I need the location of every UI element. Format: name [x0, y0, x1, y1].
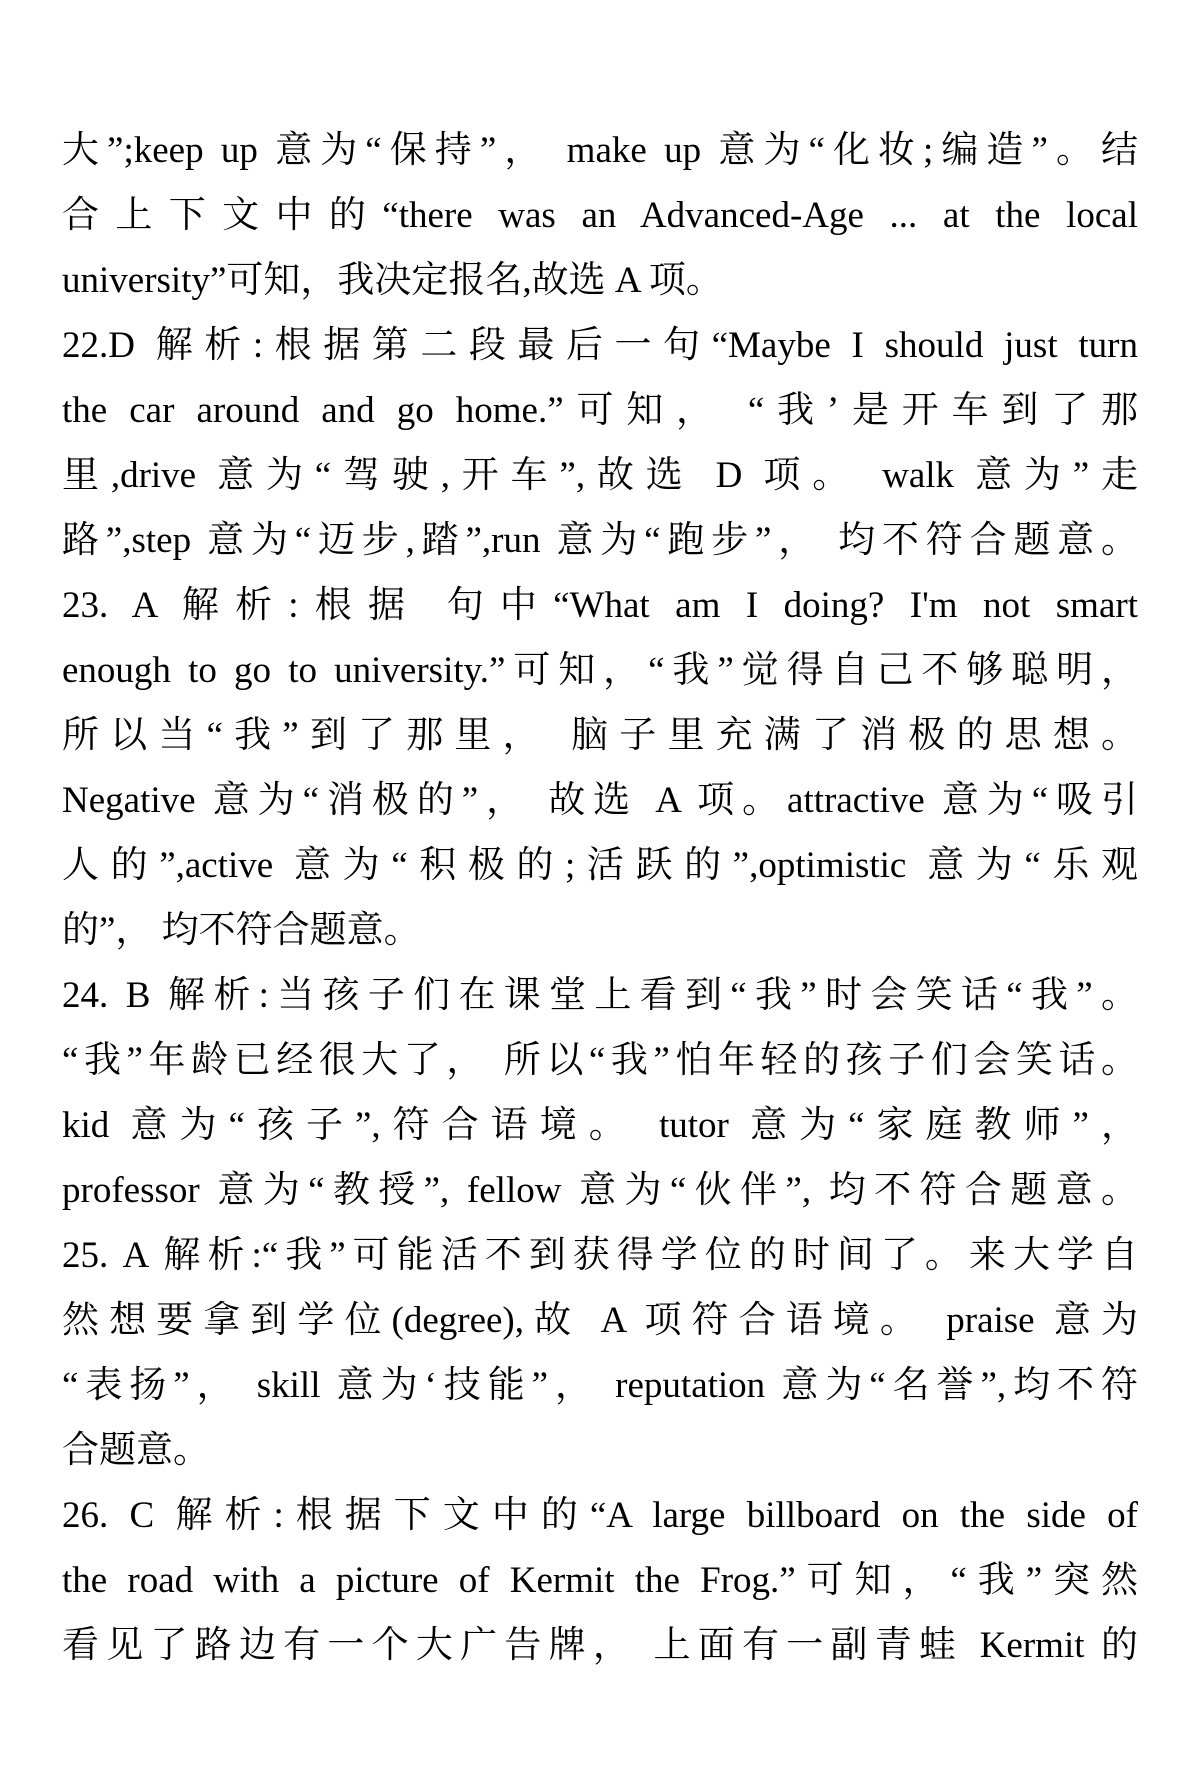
text-line: 26. C 解析:根据下文中的“A large billboard on the side of	[62, 1495, 1138, 1536]
text-line: enough to go to university.”可知，“我”觉得自己不够聪明，	[62, 650, 1138, 691]
text-line: 的”， 均不符合题意。	[62, 910, 421, 951]
text-line: “表扬”， skill 意为‘技能”， reputation 意为“名誉”,均不符	[62, 1365, 1138, 1406]
text-line: 合上下文中的“there was an Advanced-Age ... at the local	[62, 195, 1138, 236]
text-line: 看见了路边有一个大广告牌， 上面有一副青蛙 Kermit 的	[62, 1625, 1138, 1666]
text-line: 合题意。	[62, 1430, 210, 1471]
text-line: 里,drive 意为“驾驶,开车”,故选 D 项。 walk 意为”走	[62, 455, 1138, 496]
text-line: 所以当“我”到了那里， 脑子里充满了消极的思想。	[62, 715, 1138, 756]
text-line: university”可知，我决定报名,故选 A 项。	[62, 260, 723, 301]
text-line: the car around and go home.”可知， “我’是开车到了那	[62, 390, 1138, 431]
text-line: 人的”,active 意为“积极的;活跃的”,optimistic 意为“乐观	[62, 845, 1138, 886]
text-line: 大”;keep up 意为“保持”， make up 意为“化妆;编造”。结	[62, 130, 1138, 171]
text-line: the road with a picture of Kermit the Frog.”可知，“我”突然	[62, 1560, 1138, 1601]
text-line: Negative 意为“消极的”， 故选 A 项。attractive 意为“吸引	[62, 780, 1138, 821]
text-line: 22.D 解析:根据第二段最后一句“Maybe I should just turn	[62, 325, 1138, 366]
text-line: 然想要拿到学位(degree),故 A 项符合语境。 praise 意为	[62, 1300, 1138, 1341]
text-line: professor 意为“教授”, fellow 意为“伙伴”, 均不符合题意。	[62, 1170, 1138, 1211]
text-content	[62, 118, 1138, 1678]
text-line: 路”,step 意为“迈步,踏”,run 意为“跑步”， 均不符合题意。	[62, 520, 1138, 561]
text-line: 24. B 解析:当孩子们在课堂上看到“我”时会笑话“我”。	[62, 975, 1138, 1016]
text-line: “我”年龄已经很大了， 所以“我”怕年轻的孩子们会笑话。	[62, 1040, 1138, 1081]
text-line: 23. A 解析:根据 句中“What am I doing? I'm not smart	[62, 585, 1138, 626]
text-line: kid 意为“孩子”,符合语境。 tutor 意为“家庭教师”，	[62, 1105, 1138, 1146]
text-line: 25. A 解析:“我”可能活不到获得学位的时间了。来大学自	[62, 1235, 1138, 1276]
